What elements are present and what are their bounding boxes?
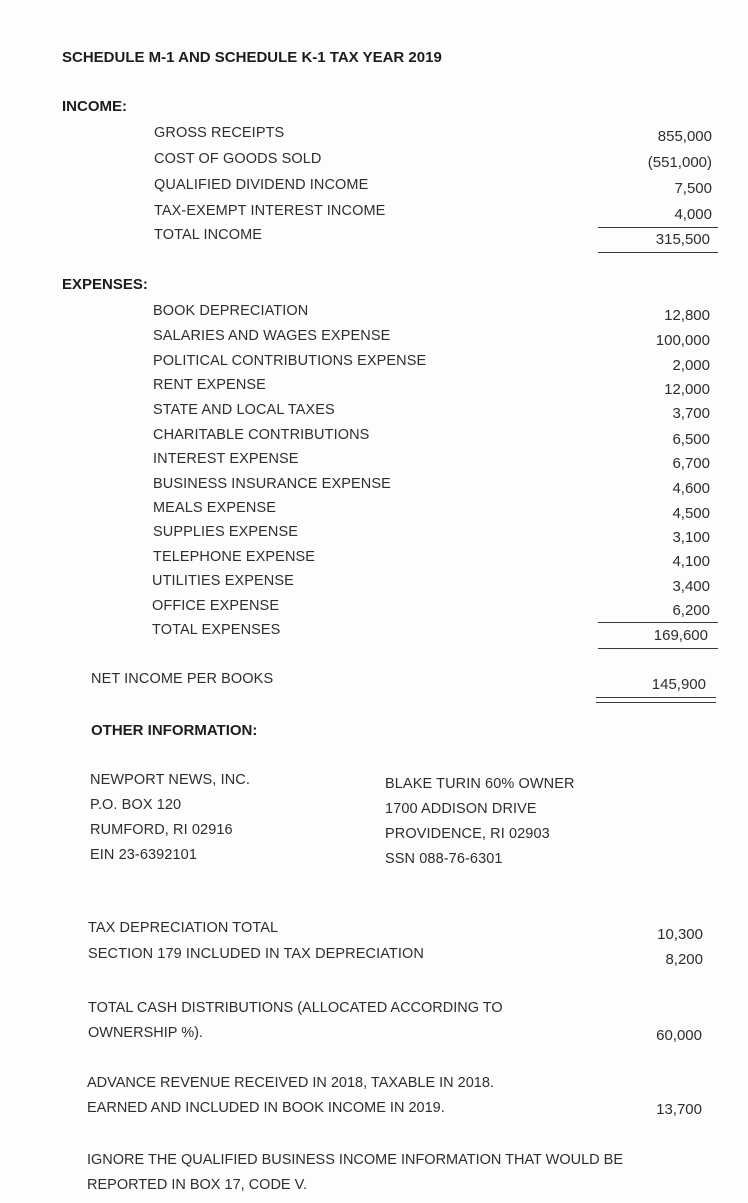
expense-label: BUSINESS INSURANCE EXPENSE	[153, 476, 391, 492]
company-city: RUMFORD, RI 02916	[90, 822, 233, 838]
expense-label: POLITICAL CONTRIBUTIONS EXPENSE	[153, 353, 427, 369]
expense-label: RENT EXPENSE	[153, 377, 266, 393]
cash-distributions-label: TOTAL CASH DISTRIBUTIONS (ALLOCATED ACCORDING TO OWNERSHIP %).	[88, 1000, 503, 1041]
other-info-heading: OTHER INFORMATION:	[91, 722, 258, 739]
total-income-value: 315,500	[655, 231, 710, 248]
expense-label: INTEREST EXPENSE	[153, 451, 299, 467]
income-subtotal-rule	[598, 227, 718, 228]
income-total-rule	[598, 252, 718, 253]
expense-value: 4,500	[672, 505, 710, 522]
expense-label: MEALS EXPENSE	[153, 500, 276, 516]
income-value: (551,000)	[647, 154, 712, 171]
expense-value: 12,800	[664, 307, 710, 324]
total-expenses-value: 169,600	[653, 627, 708, 644]
tax-depreciation-value: 10,300	[657, 926, 703, 943]
expense-value: 100,000	[655, 332, 710, 349]
cash-distributions-value: 60,000	[656, 1027, 702, 1044]
expenses-subtotal-rule	[598, 622, 718, 623]
total-income-label: TOTAL INCOME	[154, 227, 263, 243]
net-income-value: 145,900	[651, 676, 706, 693]
income-label: COST OF GOODS SOLD	[154, 151, 322, 167]
expense-value: 4,100	[672, 553, 710, 570]
owner-address: 1700 ADDISON DRIVE	[385, 801, 537, 817]
owner-ssn: SSN 088-76-6301	[385, 851, 503, 867]
expense-value: 3,100	[672, 529, 710, 546]
company-address: P.O. BOX 120	[90, 797, 182, 813]
expense-value: 2,000	[672, 357, 710, 374]
tax-depreciation-label: TAX DEPRECIATION TOTAL	[88, 920, 279, 936]
income-label: QUALIFIED DIVIDEND INCOME	[154, 177, 369, 193]
total-expenses-label: TOTAL EXPENSES	[152, 622, 281, 638]
advance-revenue-value: 13,700	[656, 1101, 702, 1118]
income-label: GROSS RECEIPTS	[154, 125, 285, 141]
expense-label: UTILITIES EXPENSE	[152, 573, 294, 589]
expense-value: 3,400	[672, 578, 710, 595]
expense-label: TELEPHONE EXPENSE	[153, 549, 316, 565]
owner-city: PROVIDENCE, RI 02903	[385, 826, 550, 842]
income-value: 4,000	[674, 206, 712, 223]
expense-label: SALARIES AND WAGES EXPENSE	[153, 328, 391, 344]
expense-label: STATE AND LOCAL TAXES	[153, 402, 335, 418]
expense-value: 3,700	[672, 405, 710, 422]
net-income-label: NET INCOME PER BOOKS	[91, 671, 274, 687]
company-name: NEWPORT NEWS, INC.	[90, 772, 250, 788]
expense-value: 4,600	[672, 480, 710, 497]
expense-value: 6,200	[672, 602, 710, 619]
expense-value: 6,500	[672, 431, 710, 448]
expense-value: 6,700	[672, 455, 710, 472]
owner-name: BLAKE TURIN 60% OWNER	[385, 776, 575, 792]
company-ein: EIN 23-6392101	[90, 847, 198, 863]
income-label: TAX-EXEMPT INTEREST INCOME	[154, 203, 386, 219]
expense-label: OFFICE EXPENSE	[152, 598, 280, 614]
income-value: 7,500	[674, 180, 712, 197]
advance-revenue-label: ADVANCE REVENUE RECEIVED IN 2018, TAXABLE IN 2018. EARNED AND INCLUDED IN BOOK INCOME IN 2019.	[87, 1075, 494, 1116]
income-value: 855,000	[657, 128, 712, 145]
net-income-double-rule	[596, 697, 716, 703]
section-179-value: 8,200	[665, 951, 703, 968]
expense-value: 12,000	[664, 381, 710, 398]
page-title: SCHEDULE M-1 AND SCHEDULE K-1 TAX YEAR 2019	[62, 49, 442, 66]
expense-label: SUPPLIES EXPENSE	[153, 524, 299, 540]
expense-label: BOOK DEPRECIATION	[153, 303, 309, 319]
section-179-label: SECTION 179 INCLUDED IN TAX DEPRECIATION	[88, 946, 424, 962]
expenses-total-rule	[598, 648, 718, 649]
income-heading: INCOME:	[62, 98, 127, 115]
qbi-note: IGNORE THE QUALIFIED BUSINESS INCOME INFORMATION THAT WOULD BE REPORTED IN BOX 17, CODE V.	[87, 1152, 624, 1193]
expenses-heading: EXPENSES:	[62, 276, 148, 293]
expense-label: CHARITABLE CONTRIBUTIONS	[153, 427, 370, 443]
